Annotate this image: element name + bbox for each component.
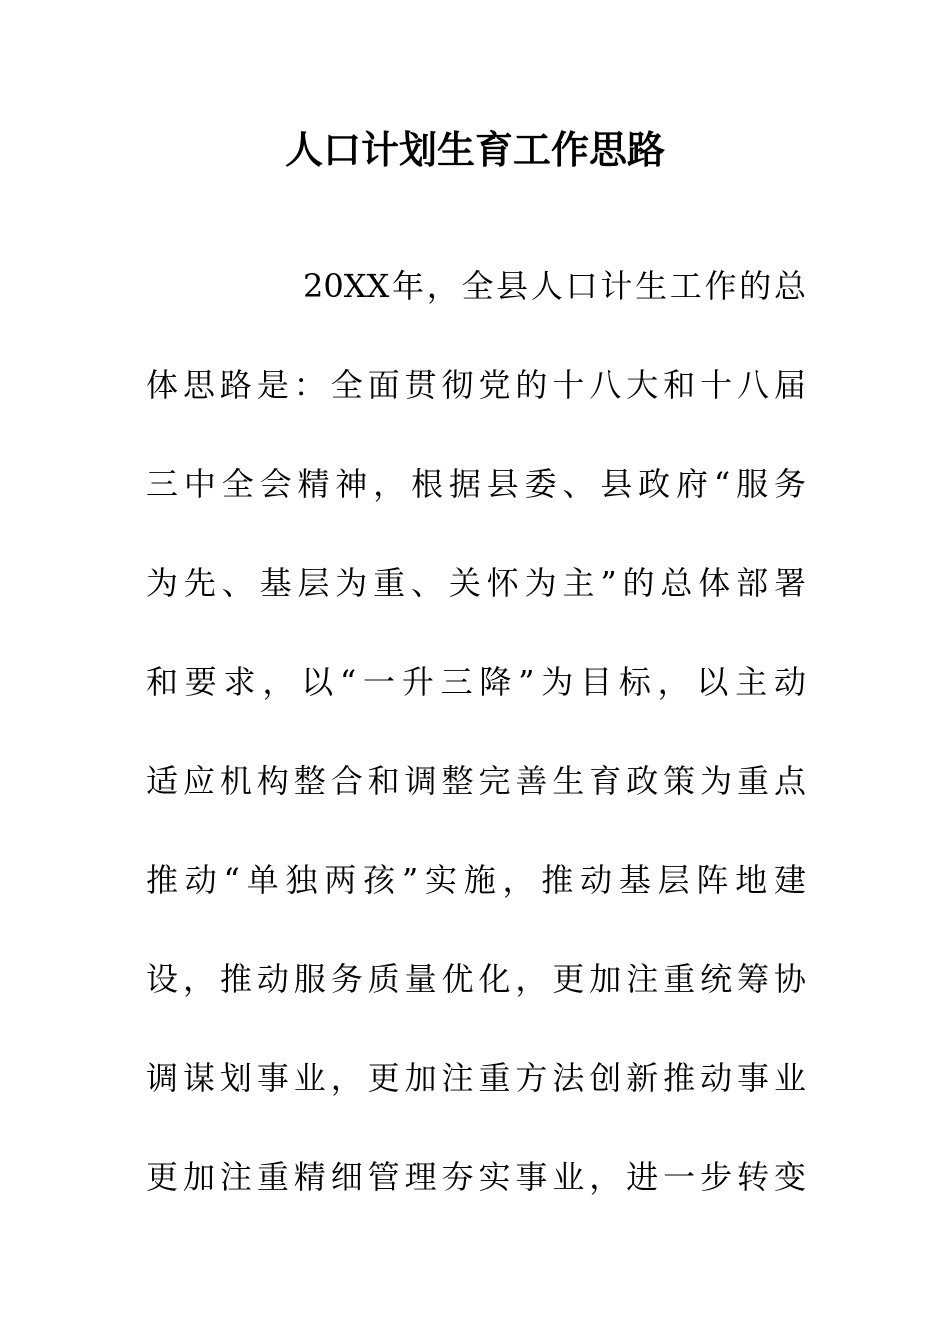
body-line: 三中全会精神，根据县委、县政府“服务 (146, 465, 806, 503)
body-line: 体思路是：全面贯彻党的十八大和十八届 (146, 366, 806, 404)
body-line: 更加注重精细管理夯实事业，进一步转变 (146, 1158, 806, 1196)
body-line: 推动“单独两孩”实施，推动基层阵地建 (146, 861, 806, 899)
body-line: 适应机构整合和调整完善生育政策为重点 (146, 762, 806, 800)
document-title: 人口计划生育工作思路 (284, 128, 665, 172)
body-line: 调谋划事业，更加注重方法创新推动事业 (146, 1059, 806, 1097)
body-line: 和要求，以“一升三降”为目标，以主动 (146, 663, 806, 701)
body-line: 20XX年，全县人口计生工作的总 (303, 267, 806, 305)
body-line: 为先、基层为重、关怀为主”的总体部署 (146, 564, 806, 602)
body-line: 设，推动服务质量优化，更加注重统筹协 (146, 960, 806, 998)
document-body (146, 258, 806, 1248)
